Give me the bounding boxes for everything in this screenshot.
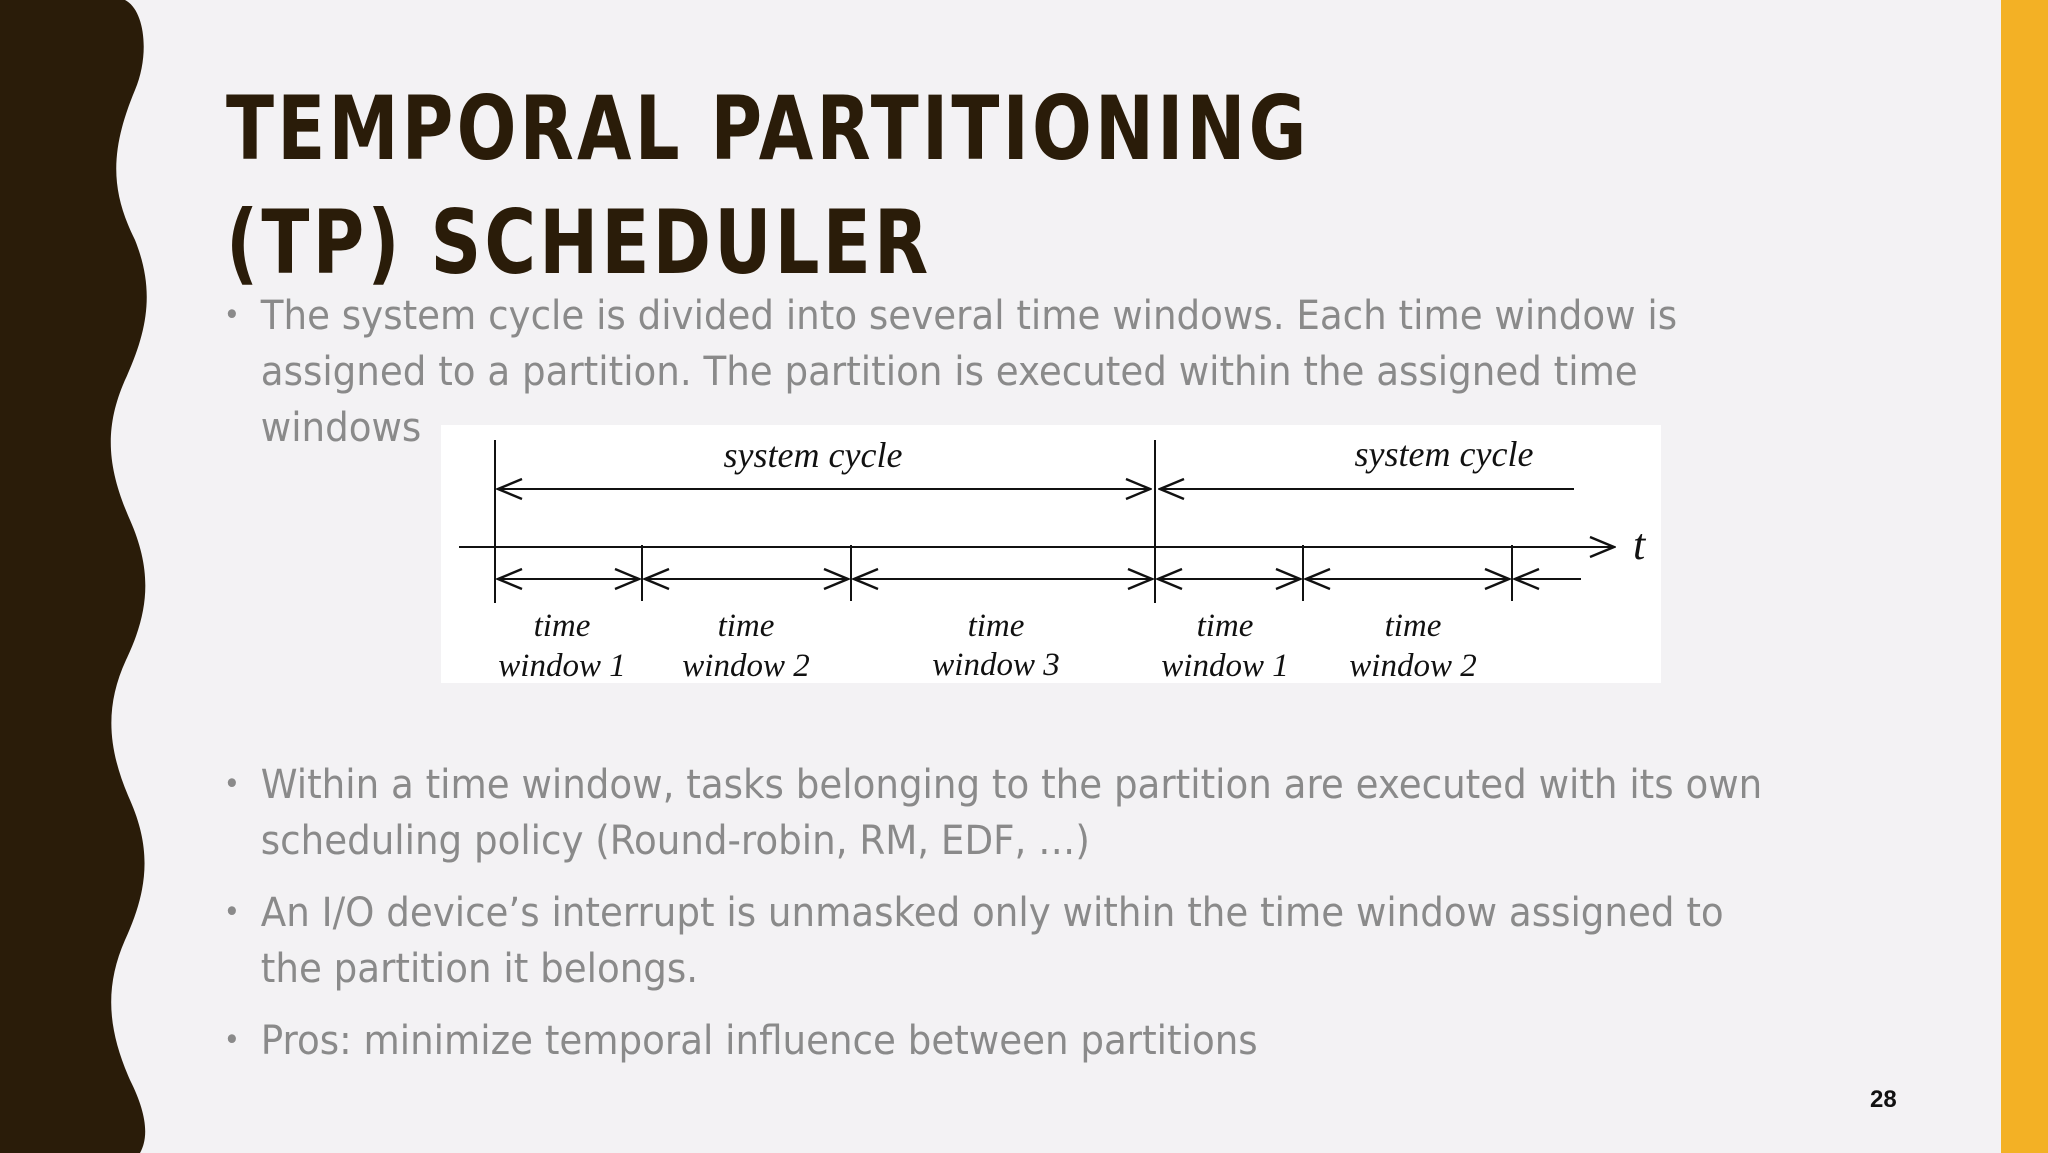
bullet-dot: • [223, 895, 241, 930]
bullet-item [218, 885, 1780, 997]
bullet-text: The system cycle is divided into several time windows. Each time window is assigned to a partition. The partition is executed within the assigned time windows [260, 293, 1678, 451]
right-accent-band [2001, 0, 2048, 1153]
cycle-label-2: system cycle [1354, 434, 1534, 474]
window-label-line2: window 2 [682, 648, 810, 683]
left-wavy-band [0, 0, 175, 1153]
window-label-line1: time [1196, 608, 1254, 644]
bullet-dot: • [223, 767, 241, 802]
page-number: 28 [1870, 1086, 1897, 1113]
time-axis-label: t [1633, 520, 1646, 569]
system-cycle-diagram [441, 425, 1661, 683]
window-label-line1: time [717, 608, 775, 644]
window-label-line2: window 1 [498, 648, 626, 683]
window-label-line2: window 3 [932, 647, 1060, 683]
bullet-item [218, 1013, 1780, 1069]
window-label-line1: time [967, 608, 1025, 644]
window-label-line1: time [1384, 608, 1442, 644]
window-label-line2: window 2 [1349, 648, 1477, 683]
bullet-item [218, 757, 1780, 869]
bullet-dot: • [223, 298, 241, 333]
bullet-dot: • [223, 1023, 241, 1058]
slide-title: TEMPORAL PARTITIONING (TP) SCHEDULER [226, 77, 1310, 294]
time-window-labels [498, 608, 1476, 683]
bullet-text: Pros: minimize temporal influence between partitions [260, 1018, 1258, 1064]
window-label-line1: time [533, 608, 591, 644]
window-label-line2: window 1 [1161, 648, 1289, 683]
bullet-text: Within a time window, tasks belonging to the partition are executed with its own scheduling policy (Round-robin, RM, EDF, …) [260, 762, 1763, 864]
cycle-label-1: system cycle [723, 435, 903, 475]
bullet-list-bottom [218, 757, 1898, 1085]
bullet-text: An I/O device’s interrupt is unmasked only within the time window assigned to the partition it belongs. [260, 890, 1724, 992]
